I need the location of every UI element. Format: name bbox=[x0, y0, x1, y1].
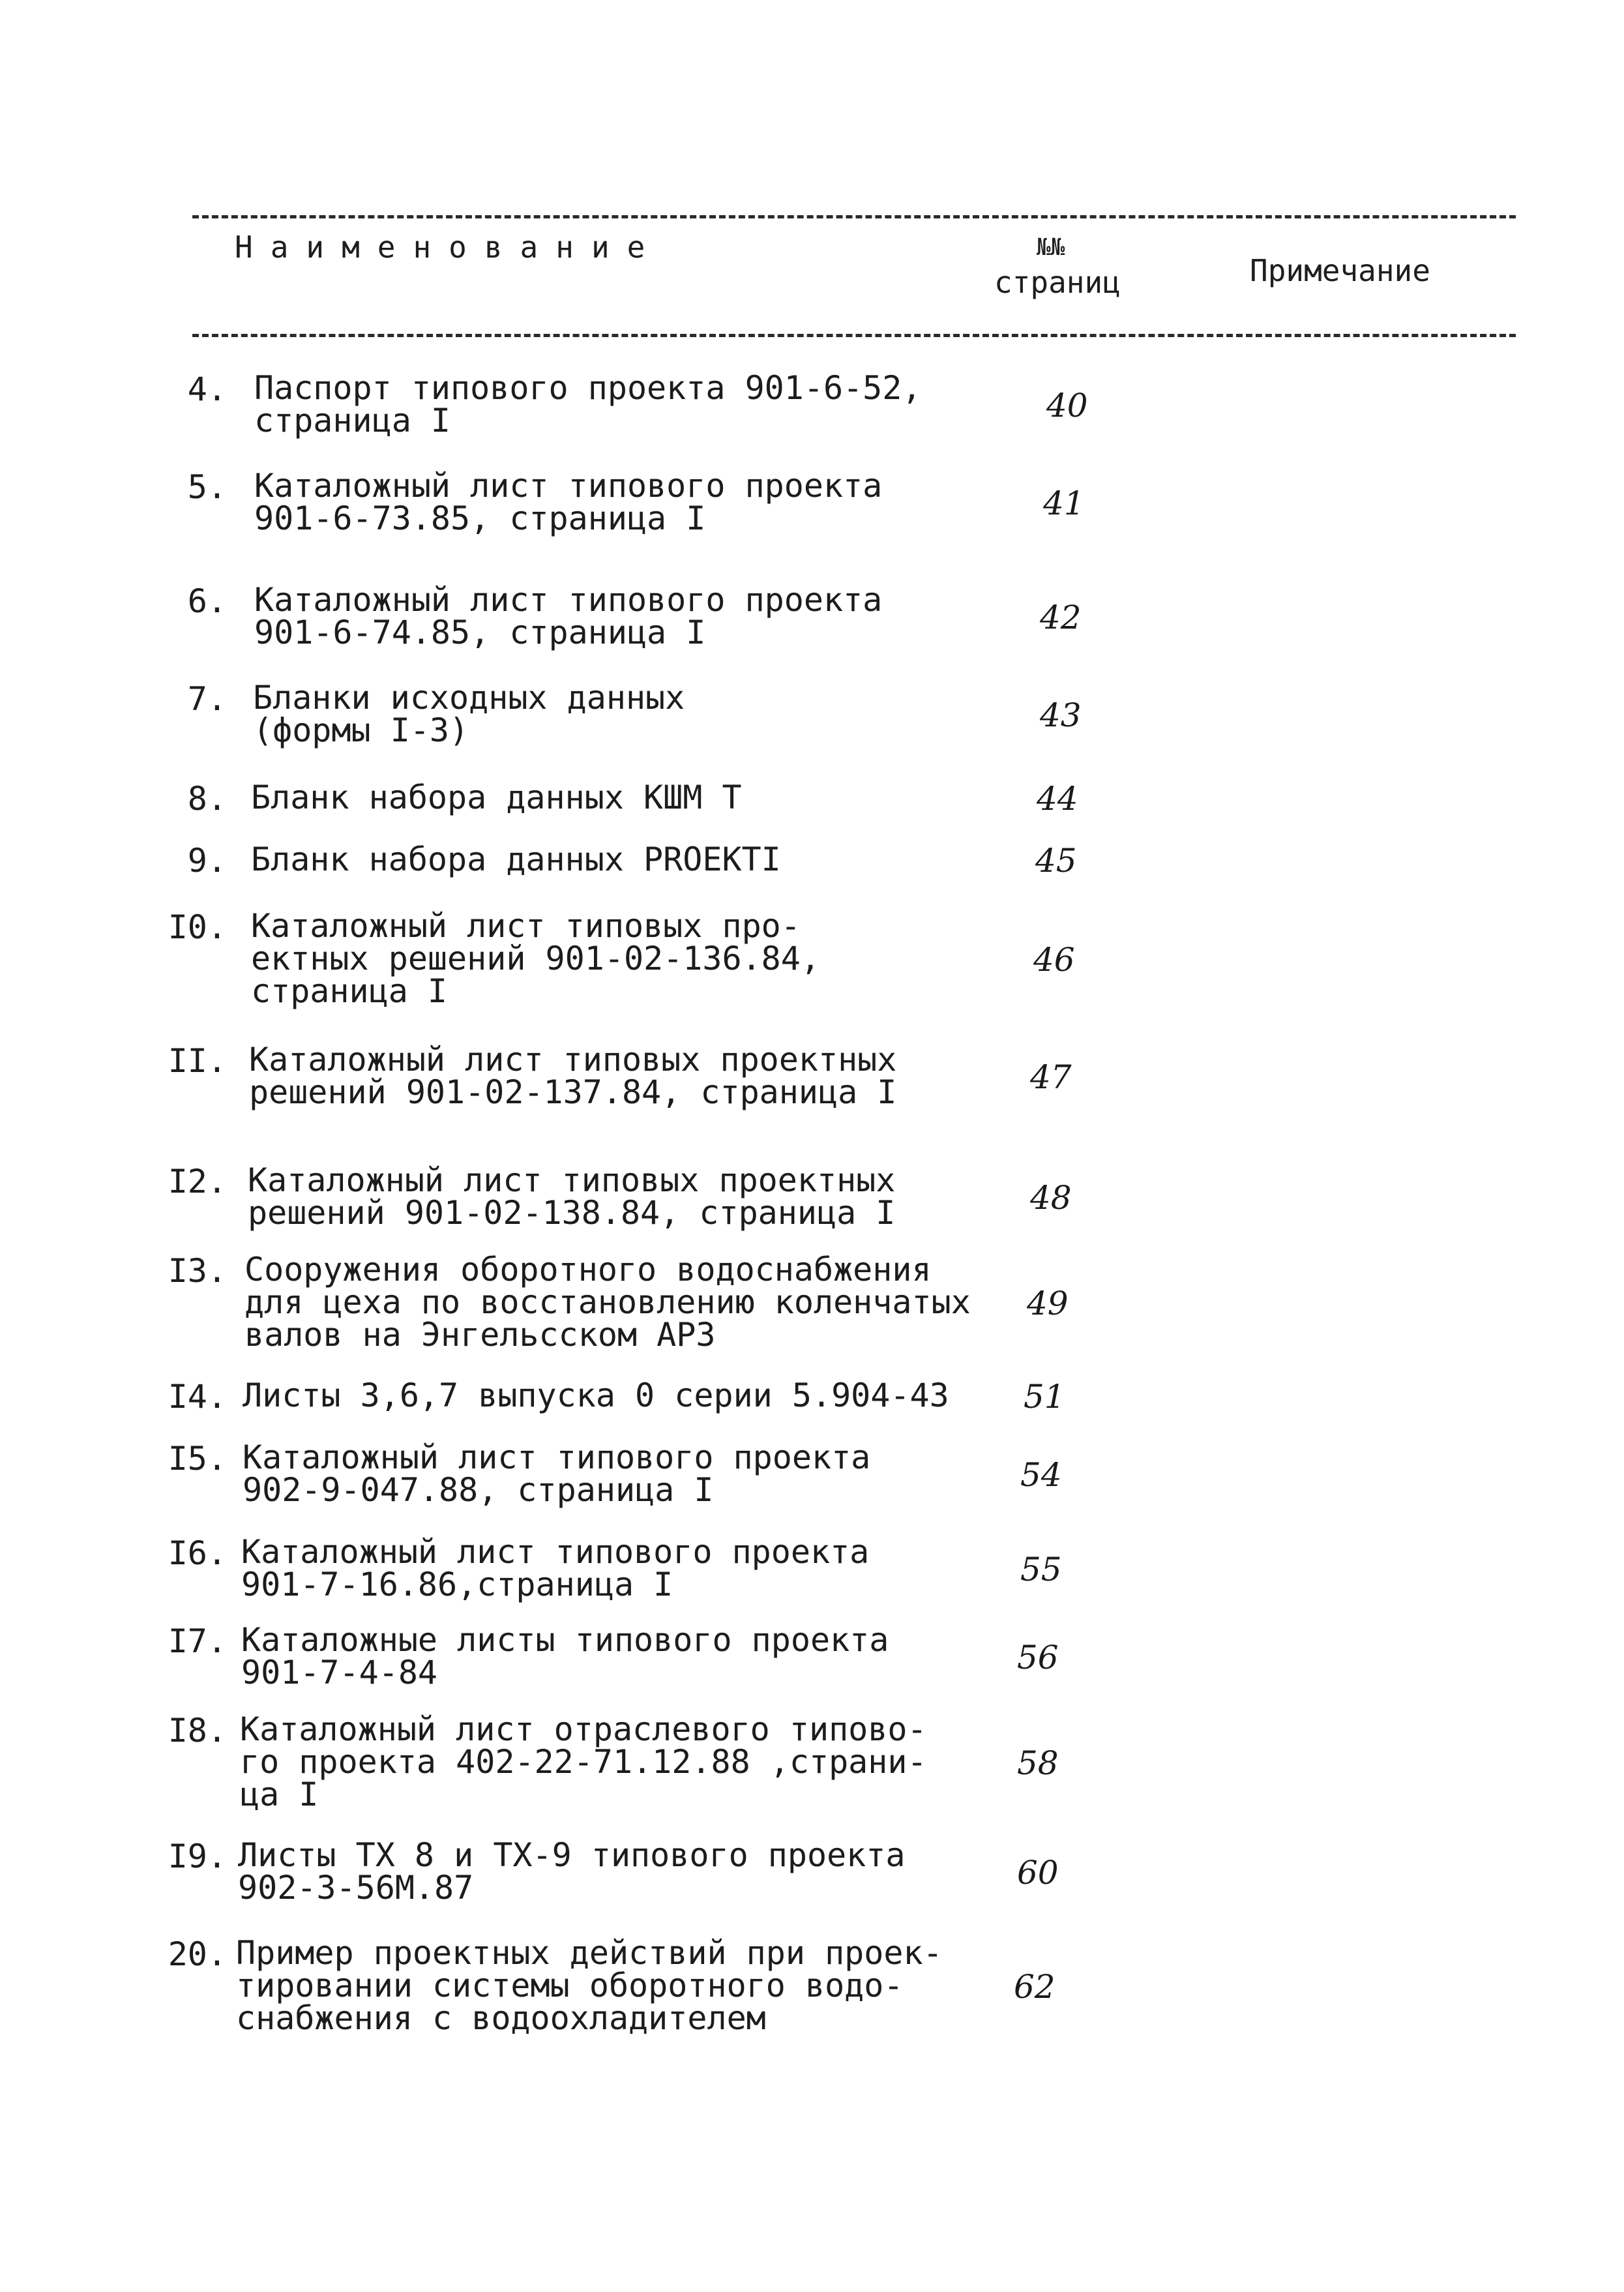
row-page-number: 54 bbox=[1020, 1456, 1062, 1494]
row-title-line: 901-6-74.85, страница I bbox=[254, 614, 706, 651]
row-number: 5. bbox=[187, 468, 227, 506]
row-page-number: 45 bbox=[1035, 842, 1077, 880]
row-title-line: ца I bbox=[240, 1776, 319, 1813]
row-number: I4. bbox=[168, 1378, 227, 1416]
row-page-number: 51 bbox=[1024, 1378, 1065, 1416]
row-title-line: Листы ТХ 8 и ТХ-9 типового проекта bbox=[238, 1836, 906, 1874]
row-page-number: 49 bbox=[1027, 1285, 1069, 1322]
row-title-line: Бланки исходных данных bbox=[253, 679, 685, 717]
row-title bbox=[254, 369, 922, 439]
row-title bbox=[241, 1533, 870, 1603]
row-title-line: Каталожный лист типовых проектных bbox=[248, 1161, 896, 1199]
row-title-line: для цеха по восстановлению коленчатых bbox=[244, 1283, 971, 1321]
row-number: II. bbox=[168, 1042, 227, 1080]
row-title bbox=[243, 1438, 871, 1509]
row-number: 20. bbox=[168, 1935, 227, 1973]
row-title-line: Каталожный лист отраслевого типово- bbox=[240, 1710, 927, 1748]
row-title bbox=[243, 1379, 949, 1412]
row-title-line: тировании системы оборотного водо- bbox=[236, 1967, 904, 2004]
row-title-line: страница I bbox=[251, 972, 448, 1010]
row-title bbox=[244, 1251, 971, 1354]
row-number: 6. bbox=[187, 582, 227, 620]
row-title bbox=[238, 1836, 906, 1907]
row-number: I3. bbox=[168, 1252, 227, 1290]
row-title bbox=[254, 469, 882, 535]
header-top-rule bbox=[192, 215, 1516, 218]
row-number: 9. bbox=[187, 842, 227, 880]
row-title-line: Сооружения оборотного водоснабжения bbox=[244, 1251, 932, 1288]
row-title-line: Паспорт типового проекта 901-6-52, bbox=[254, 369, 922, 407]
row-title-line: 901-7-4-84 bbox=[241, 1654, 438, 1691]
header-bottom-rule bbox=[192, 334, 1516, 337]
row-number: I8. bbox=[168, 1712, 227, 1749]
row-number: 7. bbox=[187, 680, 227, 718]
row-title-line: Каталожный лист типового проекта bbox=[254, 581, 883, 619]
row-page-number: 58 bbox=[1017, 1744, 1059, 1782]
row-title-line: 902-9-047.88, страница I bbox=[243, 1471, 714, 1509]
row-title-line: го проекта 402-22-71.12.88 ,страни- bbox=[240, 1743, 927, 1781]
row-page-number: 43 bbox=[1040, 696, 1082, 734]
row-title-line: (формы I-3) bbox=[253, 711, 469, 749]
column-header-name: Наименование bbox=[235, 230, 663, 265]
row-title bbox=[253, 681, 685, 747]
row-number: I0. bbox=[168, 908, 227, 946]
column-header-pages-mark: №№ bbox=[1037, 234, 1065, 261]
row-title-line: Каталожные листы типового проекта bbox=[241, 1621, 889, 1659]
row-page-number: 42 bbox=[1040, 599, 1082, 636]
row-title-line: 902-3-56М.87 bbox=[238, 1869, 474, 1907]
row-title bbox=[240, 1710, 927, 1813]
row-title-line: Каталожный лист типовых про- bbox=[251, 907, 801, 945]
row-page-number: 55 bbox=[1020, 1551, 1062, 1588]
row-page-number: 62 bbox=[1014, 1968, 1056, 2006]
row-number: I6. bbox=[168, 1534, 227, 1572]
row-title-line: Листы 3,6,7 выпуска 0 серии 5.904-43 bbox=[243, 1377, 949, 1414]
row-title bbox=[241, 1621, 889, 1691]
row-title-line: Бланк набора данных PROEKTI bbox=[251, 841, 781, 878]
row-title-line: решений 901-02-138.84, страница I bbox=[248, 1194, 896, 1232]
row-title bbox=[251, 781, 742, 814]
row-title-line: 901-6-73.85, страница I bbox=[254, 499, 706, 537]
row-title-line: 901-7-16.86,страница I bbox=[241, 1566, 673, 1603]
row-title bbox=[251, 907, 820, 1010]
row-title-line: ектных решений 901-02-136.84, bbox=[251, 940, 820, 977]
row-title-line: валов на Энгельсском АРЗ bbox=[244, 1316, 716, 1354]
column-header-note: Примечание bbox=[1250, 253, 1430, 288]
row-title-line: страница I bbox=[254, 402, 451, 439]
row-page-number: 47 bbox=[1030, 1058, 1072, 1096]
row-page-number: 44 bbox=[1037, 780, 1078, 818]
row-title-line: снабжения с водоохладителем bbox=[236, 1999, 766, 2037]
row-title bbox=[236, 1934, 943, 2037]
row-page-number: 41 bbox=[1043, 484, 1085, 522]
row-page-number: 56 bbox=[1017, 1639, 1059, 1676]
row-number: I2. bbox=[168, 1163, 227, 1200]
row-title-line: Бланк набора данных КШМ Т bbox=[251, 779, 742, 816]
row-number: 4. bbox=[187, 370, 227, 408]
row-title bbox=[251, 843, 781, 876]
row-page-number: 40 bbox=[1046, 387, 1088, 424]
row-title-line: Каталожный лист типового проекта bbox=[243, 1438, 871, 1476]
column-header-pages: страниц bbox=[994, 265, 1121, 300]
row-title bbox=[249, 1043, 896, 1109]
row-number: 8. bbox=[187, 780, 227, 818]
row-title-line: Каталожный лист типового проекта bbox=[241, 1533, 870, 1571]
row-title bbox=[254, 581, 883, 651]
row-page-number: 48 bbox=[1030, 1179, 1072, 1217]
row-title-line: Пример проектных действий при проек- bbox=[236, 1934, 943, 1972]
row-number: I9. bbox=[168, 1838, 227, 1875]
row-title-line: решений 901-02-137.84, страница I bbox=[249, 1073, 897, 1111]
row-number: I7. bbox=[168, 1622, 227, 1660]
row-number: I5. bbox=[168, 1440, 227, 1478]
row-title-line: Каталожный лист типовых проектных bbox=[249, 1041, 897, 1079]
row-title bbox=[248, 1161, 896, 1232]
row-page-number: 46 bbox=[1033, 941, 1075, 979]
row-page-number: 60 bbox=[1017, 1854, 1059, 1892]
row-title-line: Каталожный лист типового проекта bbox=[254, 467, 883, 505]
